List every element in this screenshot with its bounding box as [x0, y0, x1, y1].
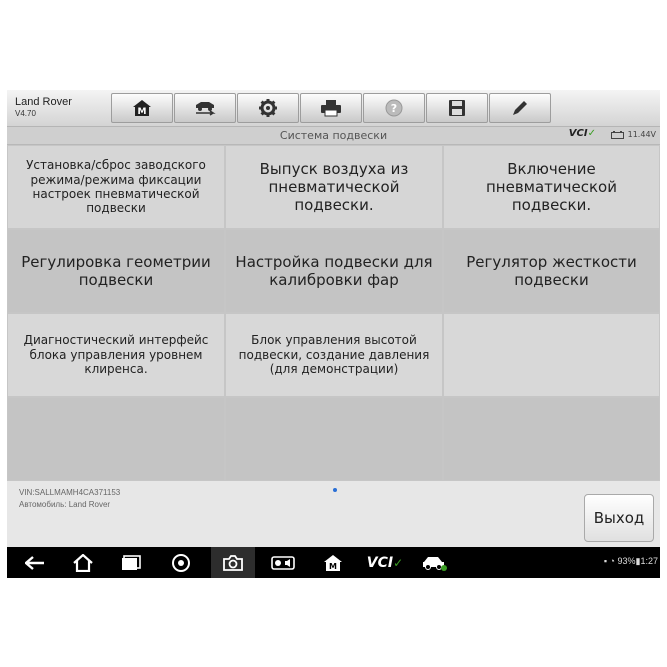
- notification-icon: ▪: [603, 556, 608, 566]
- page-title: Система подвески: [279, 129, 388, 142]
- print-button[interactable]: [300, 93, 362, 123]
- vci-nav-label: VCI: [366, 554, 394, 571]
- page-indicator-dot: [333, 488, 337, 492]
- menu-item-label: Настройка подвески для калибровки фар: [235, 253, 433, 289]
- battery-icon: [611, 131, 625, 139]
- wifi-icon: ◔: [609, 556, 615, 566]
- vci-status: [569, 128, 596, 139]
- menu-item-height-control-pressure[interactable]: [225, 313, 443, 397]
- gear-icon: [258, 98, 278, 118]
- battery-percent: 93%: [617, 556, 636, 566]
- recent-apps-button[interactable]: [117, 547, 145, 578]
- save-button[interactable]: [426, 93, 488, 123]
- menu-item-stiffness-control[interactable]: [443, 229, 660, 313]
- menu-item-label: Выпуск воздуха из пневматической подвески.: [259, 160, 409, 214]
- exit-button[interactable]: Выход: [584, 494, 654, 542]
- menu-item-air-suspension-mode-reset[interactable]: [7, 145, 225, 229]
- home-button[interactable]: [111, 93, 173, 123]
- menu-item-empty: [443, 397, 660, 481]
- battery-icon: ▮: [635, 556, 641, 566]
- menu-item-ride-height-diagnostics[interactable]: [7, 313, 225, 397]
- menu-item-label: Регулировка геометрии подвески: [21, 253, 211, 289]
- vci-button[interactable]: [365, 547, 405, 578]
- menu-item-empty: [225, 397, 443, 481]
- vehicle-menu-button[interactable]: [419, 547, 449, 578]
- menu-item-label: Регулятор жесткости подвески: [466, 253, 637, 289]
- menu-item-label: Блок управления высотой подвески, создание давления (для демонстрации): [238, 333, 430, 377]
- edit-button[interactable]: [489, 93, 551, 123]
- svg-text:M: M: [137, 107, 147, 117]
- top-bar: [7, 90, 660, 127]
- back-arrow-icon: [25, 556, 45, 570]
- brand-name: Land Rover: [15, 96, 72, 108]
- settings-button[interactable]: [237, 93, 299, 123]
- vci-label: VCI: [568, 128, 588, 139]
- help-button[interactable]: [363, 93, 425, 123]
- browser-icon: [172, 554, 190, 572]
- home-m-icon: [131, 98, 153, 118]
- display-settings-button[interactable]: [269, 547, 297, 578]
- menu-item-air-suspension-enable[interactable]: [443, 145, 660, 229]
- menu-item-air-release[interactable]: [225, 145, 443, 229]
- save-icon: [448, 99, 466, 117]
- toolbar: [111, 93, 552, 123]
- menu-item-label: Установка/сброс заводского режима/режима фиксации настроек пневматической подвески: [26, 158, 206, 216]
- android-nav-bar: [7, 547, 660, 578]
- menu-item-headlight-calibration[interactable]: [225, 229, 443, 313]
- recent-apps-icon: [121, 555, 141, 571]
- menu-item-empty: [7, 397, 225, 481]
- android-home-button[interactable]: [69, 547, 97, 578]
- camera-app-button[interactable]: [211, 547, 255, 578]
- brightness-volume-icon: [271, 555, 295, 571]
- help-icon: [385, 99, 403, 117]
- vci-check-icon: ✓: [587, 128, 596, 139]
- edit-icon: [510, 98, 530, 118]
- header-bar: [7, 127, 660, 145]
- vehicle-icon: [421, 555, 447, 571]
- svg-text:M: M: [329, 561, 337, 571]
- vin-text: VIN:SALLMAMH4CA371153: [19, 488, 121, 497]
- status-area: [604, 556, 658, 567]
- home-m-icon: [323, 554, 343, 572]
- menu-item-geometry-adjustment[interactable]: [7, 229, 225, 313]
- home-icon: [73, 554, 93, 572]
- battery-voltage: [611, 130, 656, 139]
- app-screen: [7, 90, 660, 578]
- clock: 1:27: [640, 556, 658, 566]
- browser-app-button[interactable]: [167, 547, 195, 578]
- menu-item-label: Диагностический интерфейс блока управления уровнем клиренса.: [23, 333, 209, 377]
- camera-icon: [222, 554, 244, 572]
- menu-item-empty: [443, 313, 660, 397]
- brand-block: [15, 96, 72, 118]
- vehicle-swap-button[interactable]: [174, 93, 236, 123]
- svg-text:?: ?: [390, 102, 398, 115]
- vehicle-swap-icon: [193, 99, 217, 117]
- vehicle-text: Автомобиль: Land Rover: [19, 500, 111, 509]
- printer-icon: [320, 99, 342, 117]
- app-version: V4.70: [15, 109, 36, 118]
- back-button[interactable]: [21, 547, 49, 578]
- footer: [7, 481, 660, 547]
- battery-voltage-value: 11.44V: [627, 130, 656, 139]
- menu-item-label: Включение пневматической подвески.: [485, 160, 617, 214]
- vci-check-icon: ✓: [393, 555, 404, 570]
- function-menu-grid: [7, 145, 660, 481]
- maxisys-home-button[interactable]: [319, 547, 347, 578]
